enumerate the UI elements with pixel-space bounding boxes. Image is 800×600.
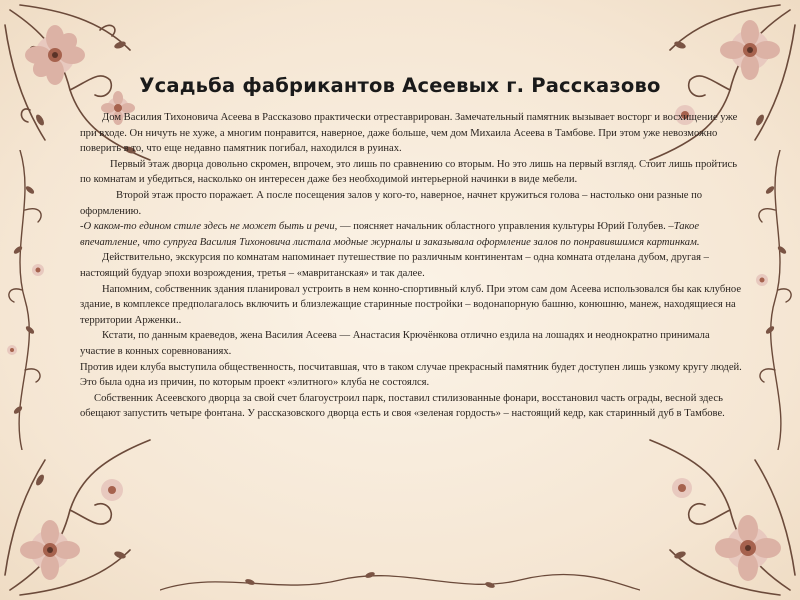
paragraph-9: Собственник Асеевского дворца за свой счет благоустроил парк, поставил стилизованные фонари, восстановил часть ограды, весной здесь обещают запустить четыре фонтана. У рассказовского дворца есть и своя «зеленая гордость» – настоящий кедр, как старинный дуб в Тамбове.: [80, 392, 725, 420]
quote-2: –Такое впечатление, что супруга Василия Тихоновича листала модные журналы и заказывала оформление залов по понравившимся картинкам.: [80, 221, 700, 248]
article-body: [80, 110, 745, 422]
floral-vine-right-icon: [740, 150, 800, 450]
paragraph-6: Напомним, собственник здания планировал устроить в нем конно-спортивный клуб. При этом сам дом Асеева использовался бы как клубное здание, в комплексе предполагалось включить и близлежащие старинные постройки – водонапорную башню, конюшню, манеж, находящиеся на территории Арженки..: [80, 283, 742, 326]
quote-1: -О каком-то едином стиле здесь не может быть и речи,: [80, 221, 338, 233]
paragraph-1: Дом Василия Тихоновича Асеева в Рассказово практически отреставрирован. Замечательный памятник вызывает восторг и восхищение уже при входе. Он ничуть не хуже, а многим понравится, наверное, даже больше, чем дом Михаила Асеева в Тамбове. При этом уже невозможно поверить в то, что еще недавно памятник погибал, находился в руинах.: [80, 112, 738, 155]
paragraph-3: Второй этаж просто поражает. А после посещения залов у кого-то, наверное, начнет кружиться голова – настолько они разные по оформлению.: [80, 189, 703, 217]
floral-corner-bottom-right-icon: [630, 430, 800, 600]
floral-corner-bottom-left-icon: [0, 430, 170, 600]
paragraph-5: Действительно, экскурсия по комнатам напоминает путешествие по различным континентам – одна комната отделана дубом, другая – настоящий будуар эпохи возрождения, третья – «мавританская» и так далее.: [80, 252, 709, 279]
paragraph-8: Против идеи клуба выступила общественность, посчитавшая, что в таком случае прекрасный памятник будет доступен лишь узкому кругу людей. Это была одна из причин, по которым проект «элитного» клуба не состоялся.: [80, 361, 742, 389]
floral-vine-bottom-icon: [160, 550, 640, 600]
paragraph-2: Первый этаж дворца довольно скромен, впрочем, это лишь по сравнению со вторым. Но это лишь на первый взгляд. Стоит лишь пройтись по комнатам и убедиться, насколько он интересен даже без необходимой интерьерной начинки в виде мебели.: [80, 158, 738, 186]
paragraph-4: [80, 219, 745, 250]
paragraph-7: Кстати, по данным краеведов, жена Василия Асеева — Анастасия Крючёнкова отлично ездила на лошадях и неоднократно принимала участие в конных соревнованиях.: [80, 330, 710, 357]
page-title: Усадьба фабрикантов Асеевых г. Рассказово: [139, 74, 661, 97]
quote-attribution: — поясняет начальник областного управления культуры Юрий Голубев.: [337, 221, 669, 233]
floral-vine-left-icon: [0, 150, 60, 450]
